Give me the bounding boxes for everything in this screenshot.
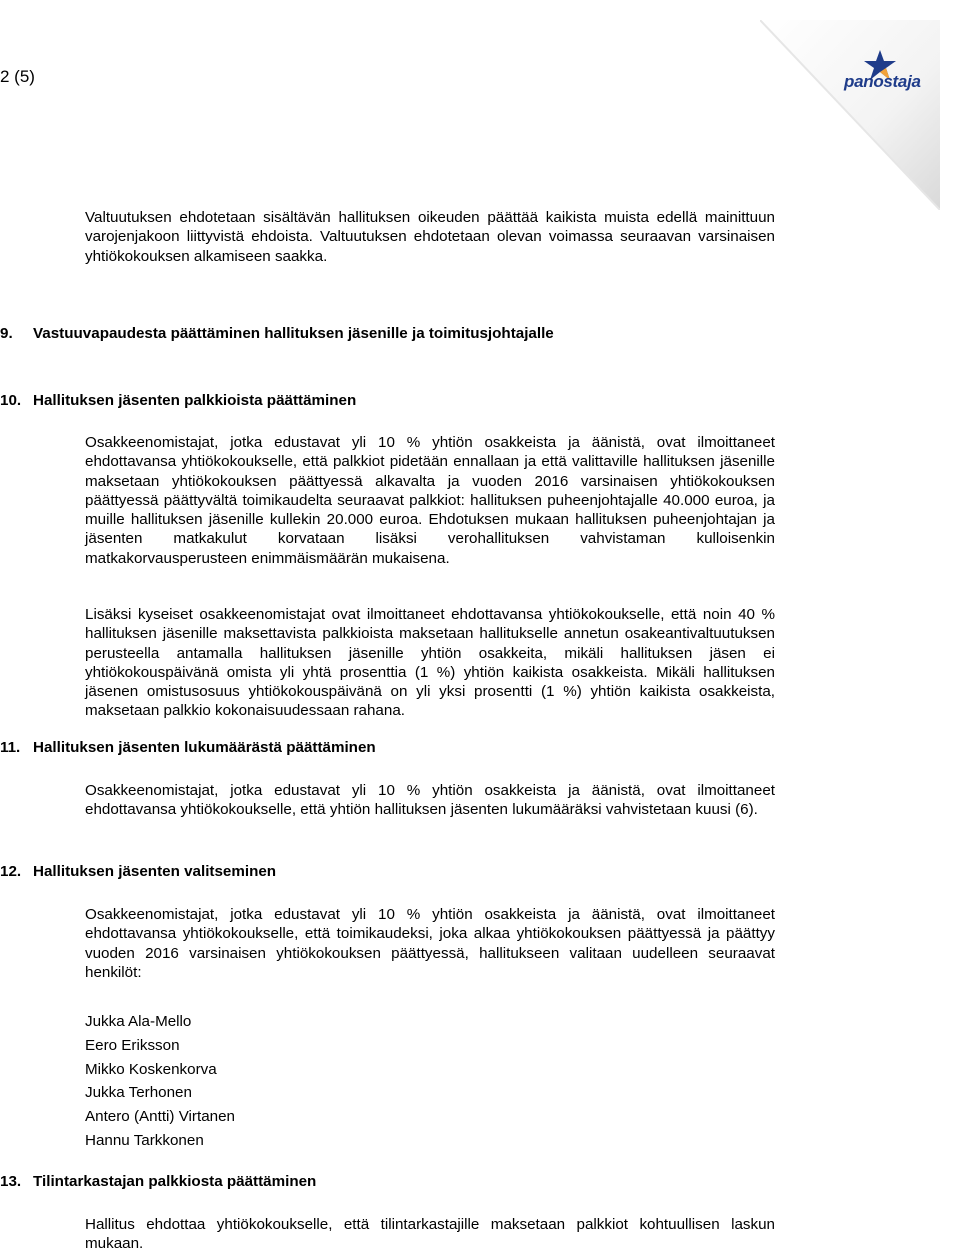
section-heading-12 bbox=[0, 862, 276, 881]
list-item: Antero (Antti) Virtanen bbox=[85, 1108, 235, 1126]
section-title: Vastuuvapaudesta päättäminen hallituksen jäsenille ja toimitusjohtajalle bbox=[33, 325, 554, 342]
section-10-paragraph-2: Lisäksi kyseiset osakkeenomistajat ovat ilmoittaneet ehdottavansa yhtiökokoukselle, että noin 40 % hallituksen jäsenille maksettavista palkkioista maksetaan hallitukselle annetun osakeantivaltuutuksen perusteella antamalla hallituksen jäsenille yhtiön osakkeita, mikäli hallituksen jäsen ei yhtiökokouspäivänä omista yli yhtä prosenttia (1 %) yhtiön kaikista osakkeista. Mikäli hallituksen jäsenen omistusosuus yhtiökokouspäivänä on yli yksi prosentti (1 %) yhtiön kaikista osakkeista, maksetaan palkkio kokonaisuudessaan rahana. bbox=[85, 606, 775, 720]
section-heading-9 bbox=[0, 324, 554, 343]
section-11-paragraph: Osakkeenomistajat, jotka edustavat yli 10 % yhtiön osakkeista ja äänistä, ovat ilmoittaneet ehdottavansa yhtiökokoukselle, että yhtiön hallituksen jäsenten lukumääräksi vahvistetaan kuusi (6). bbox=[85, 782, 775, 819]
page-number: 2 (5) bbox=[0, 67, 35, 86]
section-13-paragraph: Hallitus ehdottaa yhtiökokoukselle, että tilintarkastajille maksetaan palkkiot kohtuullisen laskun mukaan. bbox=[85, 1216, 775, 1253]
list-item: Jukka Terhonen bbox=[85, 1084, 192, 1102]
section-number: 12. bbox=[0, 863, 22, 880]
list-item: Mikko Koskenkorva bbox=[85, 1060, 217, 1078]
list-item: Hannu Tarkkonen bbox=[85, 1131, 204, 1149]
page-curl-shape bbox=[760, 20, 940, 210]
logo-text: panostaja bbox=[844, 72, 921, 91]
intro-paragraph: Valtuutuksen ehdotetaan sisältävän hallituksen oikeuden päättää kaikista muista edellä mainittuun varojenjakoon liittyvistä ehdoista. Valtuutuksen ehdotetaan olevan voimassa seuraavan varsinaisen yhtiökokouksen alkamiseen saakka. bbox=[85, 209, 775, 265]
section-title: Tilintarkastajan palkkiosta päättäminen bbox=[33, 1173, 317, 1190]
section-10-paragraph-1: Osakkeenomistajat, jotka edustavat yli 10 % yhtiön osakkeista ja äänistä, ovat ilmoittaneet ehdottavansa yhtiökokoukselle, että palkkiot pidetään ennallaan ja että valittaville hallituksen jäsenille maksetaan yhtiökokouksen päättyessä alkavalta ja vuoden 2016 varsinaisen yhtiökokouksen päättyessä päättyvältä toimikaudelta seuraavat palkkiot: hallituksen puheenjohtajalle 40.000 euroa, ja muille hallituksen jäsenille kullekin 20.000 euroa. Ehdotuksen mukaan hallituksen puheenjohtajan ja jäsenten matkakulut korvataan lisäksi verohallituksen vahvistaman kulloisenkin matkakorvausperusteen enimmäismäärän mukaisena. bbox=[85, 434, 775, 567]
board-member-list bbox=[85, 1010, 235, 1153]
section-title: Hallituksen jäsenten valitseminen bbox=[33, 863, 277, 880]
section-title: Hallituksen jäsenten palkkioista päättäminen bbox=[33, 392, 357, 409]
section-number: 10. bbox=[0, 392, 22, 409]
section-heading-10 bbox=[0, 391, 356, 410]
section-12-paragraph: Osakkeenomistajat, jotka edustavat yli 10 % yhtiön osakkeista ja äänistä, ovat ilmoittaneet ehdottavansa yhtiökokoukselle, että toimikaudeksi, joka alkaa yhtiökokouksen päättyessä ja päättyy vuoden 2016 varsinaisen yhtiökokouksen päättyessä, hallitukseen valitaan uudelleen seuraavat henkilöt: bbox=[85, 906, 775, 981]
section-number: 11. bbox=[0, 739, 21, 756]
list-item: Eero Eriksson bbox=[85, 1036, 180, 1054]
section-number: 9. bbox=[0, 325, 13, 342]
section-number: 13. bbox=[0, 1173, 22, 1190]
logo bbox=[760, 20, 940, 210]
section-heading-13 bbox=[0, 1172, 316, 1191]
section-heading-11 bbox=[0, 738, 376, 757]
section-title: Hallituksen jäsenten lukumäärästä päättäminen bbox=[33, 739, 376, 756]
list-item: Jukka Ala-Mello bbox=[85, 1013, 192, 1030]
